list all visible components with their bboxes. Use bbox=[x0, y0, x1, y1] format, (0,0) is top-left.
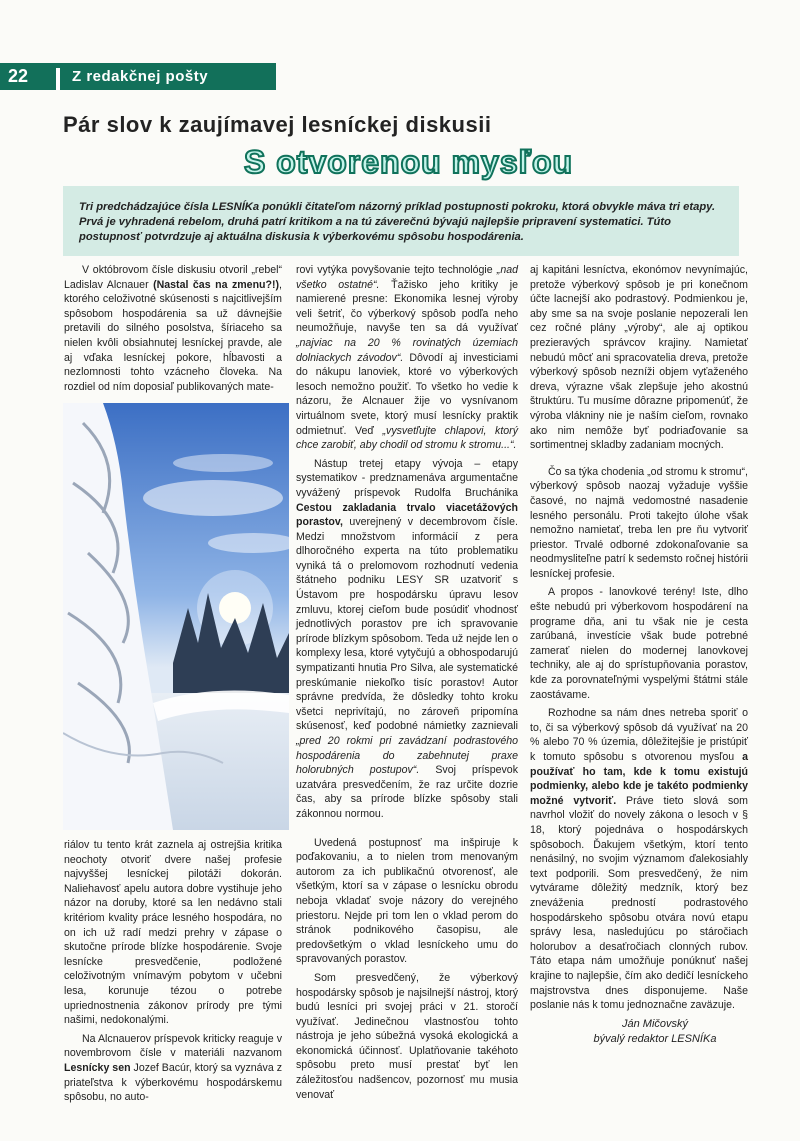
text-run: Rozhodne sa nám dnes netreba sporiť o to, či sa výberkový spôsob dá využívať na 20 % alebo 70 % územia, dôležitejšie je pristúpiť k tomuto spôsobu s otvorenou mysľou bbox=[530, 707, 748, 763]
column-1-bottom bbox=[64, 838, 282, 1105]
author-role: bývalý redaktor LESNÍKa bbox=[593, 1033, 717, 1045]
lead-box bbox=[63, 186, 739, 256]
section-header-band bbox=[0, 63, 276, 90]
signature bbox=[560, 1017, 750, 1047]
headline-secondary: S otvorenou mysľou bbox=[244, 144, 574, 180]
quote: „pred 20 rokmi pri zavádzaní podrastového hospodárenia do zabehnutej praxe holorubných postupov“. bbox=[296, 735, 518, 777]
column-2 bbox=[296, 263, 518, 1102]
text-run: rovi vytýka povyšovanie tejto technológie bbox=[296, 264, 497, 276]
text-run: Svoj príspevok uzatvára presvedčením, že raz určite dozrie čas, aby sa prírode blízke spôsoby stali zákonnou normou. bbox=[296, 764, 518, 820]
paragraph bbox=[64, 1032, 282, 1105]
paragraph bbox=[530, 706, 748, 1012]
paragraph: A propos - lanovkové terény! Iste, dlho ešte nebudú pri výberkovom hospodárení na programe dňa, ani tu však nie je cesta zarúbaná, investície však bude potrebné zamerať nielen do modernej lanovkovej techniky, ale aj do sprístupňovania porastov, kde za porovnateľnými vyspelými štátmi stále zaostávame. bbox=[530, 586, 748, 701]
paragraph: riálov tu tento krát zaznela aj ostrejšia kritika neochoty otvoriť dvere našej profesie najvyššej lesníckej pilotáži dokorán. Naliehavosť apelu autora dobre vystihuje jeho názor na doruby, ktoré sa len nedávno stali kritériom kvality práce lesného hospodára, no on ich už radí medzi prehry v zápase o skutočne prírode blízke hospodárenie. Svoje lesnícke presvedčenie, podložené celoživotným vnímavým pobytom v učebni lesa, korunuje tézou o potrebe upriednostnenia zákonov prírody pre tými našimi, nedokonalými. bbox=[64, 839, 282, 1027]
snowy-forest-photo bbox=[63, 403, 289, 830]
paragraph: aj kapitáni lesníctva, ekonómov nevynímajúc, pretože výberkový spôsob je pri konečnom účte lacnejší ako podrastový. Podmienkou je, aby sme sa na svoje poslanie nepozerali len cez ročné plány „výroby“, ale aj optikou prezieravých správcov krajiny. Namietať nebudú môcť ani spracovatelia dreva, pretože výberkový spôsob nezníži objem vyťaženého dreva, výrazne však zlepšuje jeho akostnú štruktúru. Tu musíme dôrazne pripomenúť, že výroba vlákniny nie je naším cieľom, rovnako ako nim nemôže byť podriaďovanie sa sortimentnej skladby zadaniam mocných. bbox=[530, 264, 748, 452]
paragraph: Som presvedčený, že výberkový hospodársky spôsob je najsilnejší nástroj, ktorý budú lesníci pri svojej práci v 21. storočí využívať. Jedinečnou vlastnosťou tohto nástroja je jeho súbežná vysoká ekologická a ekonomická účinnosť. Uplatňovanie takéhoto spôsobu preto musí prestať byť len záležitosťou nadšencov, pozornosť mu musia venovať bbox=[296, 971, 518, 1101]
article-reference: (Nastal čas na zmenu?!) bbox=[153, 278, 280, 291]
article-reference: Cestou zakladania trvalo viacetážových porastov, bbox=[296, 501, 518, 529]
author-name: Ján Mičovský bbox=[621, 1018, 689, 1030]
page-number: 22 bbox=[8, 66, 29, 86]
text-run: Jozef Bacúr, ktorý sa vyznáva z priateľstva k výberkovému hospodárskemu spôsobu, no auto- bbox=[64, 1061, 282, 1104]
headline-primary: Pár slov k zaujímavej lesníckej diskusii bbox=[63, 112, 492, 137]
column-3 bbox=[530, 263, 748, 1013]
paragraph bbox=[296, 457, 518, 822]
text-run: Ťažisko jeho kritiky je namierené presne: Ekonomika lesnej výroby veli šetriť, čo výberkový spôsob podľa neho neumožňuje, navyše ten sa dá využívať bbox=[296, 278, 518, 335]
quote: „vysvetľujte chlapovi, ktorý chce zarobiť, aby chodil od stromu k stromu...“. bbox=[296, 424, 518, 452]
paragraph bbox=[64, 263, 282, 394]
paragraph bbox=[296, 263, 518, 453]
emphasis: a používať ho tam, kde k tomu existujú podmienky, alebo kde je takéto podmienky možné vytvoriť. bbox=[530, 751, 748, 807]
text-run: Práve tieto slová som navrhol vložiť do novely zákona o lesoch v § 18, ktorý pojednáva o hospodárskych spôsoboch. Ďakujem všetkým, ktorí tento nenásilný, no svojim významom ďalekosiahly text podporili. Som presvedčený, že nim vytvárame dôležitý medzník, ktorý bez zneváženia predností podrastového hospodárskeho spôsobu otvára novú etapu správy lesa, nasledujúcu po stáročiach holorubov a desaťročiach clonných rubov. Táto etapa nám umožňuje ponúknuť našej krajine to najlepšie, čím ako dedičí lesníckeho majstrovstva dnes disponujeme. Naše poslanie nás k tomu jednoznačne zaväzuje. bbox=[530, 794, 748, 1012]
text-run: V októbrovom čísle diskusiu otvoril „rebel“ Ladislav Alcnauer bbox=[64, 264, 282, 291]
text-run: Na Alcnauerov príspevok kriticky reaguje v novembrovom čísle v materiáli nazvanom bbox=[64, 1032, 282, 1060]
column-1-top bbox=[64, 263, 282, 394]
text-run: uverejnený v decembrovom čísle. Medzi množstvom informácií z pera dlhoročného experta na túto problematiku vyniká tá o prelomovom rozhodnutí vedenia štátneho podniku LESY SR uzatvoriť s Ústavom pre hospodársku úpravu lesov zmluvu, ktorej cieľom bude posúdiť vhodnosť jednotlivých porastov pre ich spravovanie prírode blízkym spôsobom. Teda už nejde len o komplexy lesa, ktoré vytyčujú a obhospodarujú sympatizanti hnutia Pro Silva, ale systematické preskúmanie niekoľko tisíc porastov! Autor správne predvída, že dôsledky tohto kroku všetci neprivítajú, no zároveň pripomína skúsenosť, keď podobné námietky zaznievali bbox=[296, 516, 518, 733]
paragraph: Uvedená postupnosť ma inšpiruje k poďakovaniu, a to nielen trom menovaným autorom za ich publikačnú otvorenosť, ale všetkým, ktorí sa v zápase o lesnícku obrodu neboja vkladať svoje názory do verejného priestoru. Nejde pri tom len o vklad perom do stránok podnikového časopisu, ale predovšetkým o vklad lesníckeho umu do spravovaných porastov. bbox=[296, 836, 518, 966]
header-separator bbox=[56, 68, 60, 90]
quote: „nad všetko ostatné“. bbox=[296, 264, 518, 291]
article-reference: Lesnícky sen bbox=[64, 1061, 131, 1074]
text-run: Nástup tretej etapy vývoja – etapy systematikov - predznamenáva argumentačne vyvážený príspevok Rudolfa Bruchánika bbox=[296, 457, 518, 499]
lead-text: Tri predchádzajúce čísla LESNÍKa ponúkli čitateľom názorný príklad postupnosti pokroku, ktorá obvykle máva tri etapy. Prvá je vyhradená rebelom, druhá patrí kritikom a na tú záverečnú bývajú najlepšie pripravení systematici. Túto postupnosť potvrdzuje aj aktuálna diskusia k výberkovému spôsobu hospodárenia. bbox=[79, 201, 716, 243]
text-run: Dôvodí aj investiciami do nákupu lanoviek, ktoré vo výberkových lesoch nemožno použiť. To všetko ho vedie k názoru, že Alcnauer žije vo vysnívanom virtuálnom svete, ktorý musí lesnícky praktik odmietnuť. Veď bbox=[296, 351, 518, 437]
quote: „najviac na 20 % rovinatých územiach dolniackych závodov“. bbox=[296, 336, 518, 364]
paragraph: Čo sa týka chodenia „od stromu k stromu“, výberkový spôsob naozaj vyžaduje vyššie časové, no najmä vedomostné nasadenie lesného personálu. Proti takejto úlohe však nemožno namietať, treba len pre ňu vytvoriť priestor. Trvalé odborné zdokonaľovanie sa neodmysliteľne patrí k sedemsto ročnej histórii lesníckej profesie. bbox=[530, 465, 749, 580]
section-title: Z redakčnej pošty bbox=[72, 68, 209, 85]
text-run: , ktorého celoživotné skúsenosti s najcitlivejším spôsobom hospodárenia sa už dávnejšie pretavili do silného posolstva, šíriaceho sa nielen kvôli obsiahnutej lesníckej pravde, ale aj vďaka lesníckej pokore, hĺbavosti a nezlomnosti tohto vzácneho človeka. Na rozdiel od ním doposiaľ publikovaných mate- bbox=[64, 278, 282, 393]
photo-illustration bbox=[63, 403, 289, 830]
